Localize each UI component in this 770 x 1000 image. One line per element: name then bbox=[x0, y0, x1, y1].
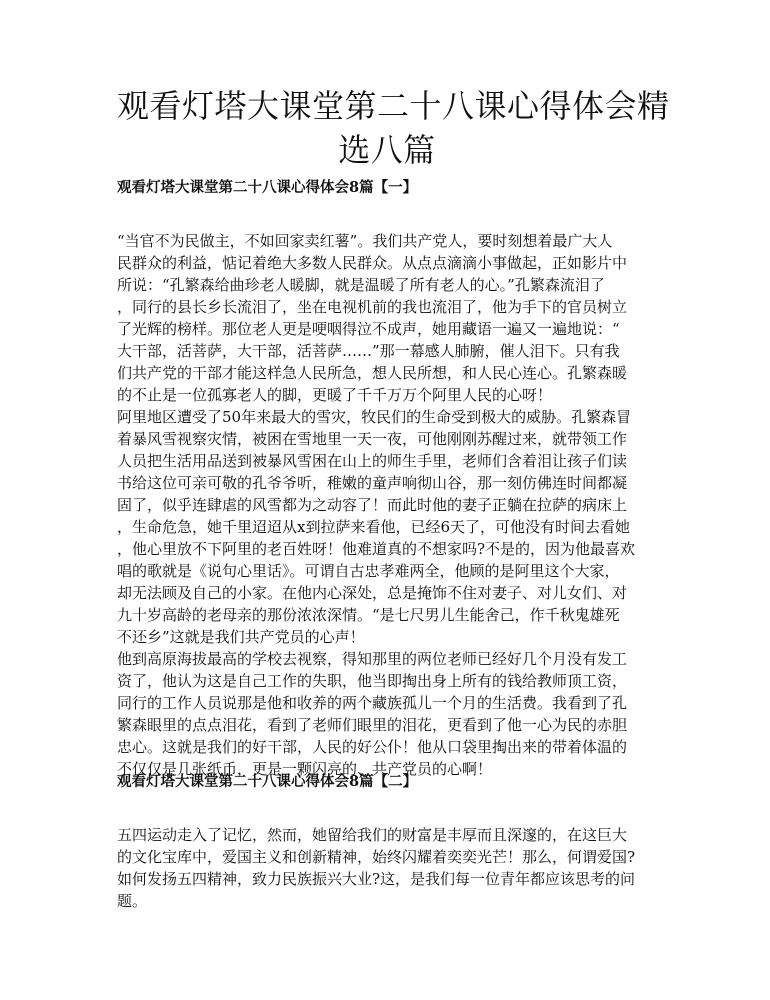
text-line: 资了，他认为这是自己工作的失职，他当即掏出身上所有的钱给教师顶工资， bbox=[117, 672, 628, 690]
text-line: 他到高原海拔最高的学校去视察，得知那里的两位老师已经好几个月没有发工 bbox=[117, 650, 628, 668]
text-line: 如何发扬五四精神，致力民族振兴大业?这，是我们每一位青年都应该思考的问 bbox=[117, 870, 636, 888]
paragraph bbox=[117, 230, 657, 406]
text-line: 五四运动走入了记忆，然而，她留给我们的财富是丰厚而且深邃的，在这巨大 bbox=[117, 826, 628, 844]
paragraph bbox=[117, 648, 657, 780]
text-line: 固了，似乎连肆虐的风雪都为之动容了！而此时他的妻子正躺在拉萨的病床上 bbox=[117, 496, 628, 514]
text-line: 着暴风雪视察灾情，被困在雪地里一天一夜，可他刚刚苏醒过来，就带领工作 bbox=[117, 430, 628, 448]
text-line: 的不止是一位孤寡老人的脚，更暖了千千万万个阿里人民的心呀！ bbox=[117, 386, 553, 404]
text-line: 不还乡”这就是我们共产党员的心声！ bbox=[117, 628, 365, 646]
section-heading-1: 观看灯塔大课堂第二十八课心得体会8篇【一】 bbox=[117, 179, 418, 196]
text-line: 所说：“孔繁森给曲珍老人暖脚，就是温暖了所有老人的心。”孔繁森流泪了 bbox=[117, 276, 605, 294]
text-line: 阿里地区遭受了50年来最大的雪灾，牧民们的生命受到极大的威胁。孔繁森冒 bbox=[117, 408, 632, 426]
text-line: 却无法顾及自己的小家。在他内心深处，总是掩饰不住对妻子、对儿女们、对 bbox=[117, 584, 628, 602]
title-line: 选八篇 bbox=[338, 131, 436, 169]
text-line: 唱的歌就是《说句心里话》。可谓自古忠孝难两全，他顾的是阿里这个大家， bbox=[117, 562, 620, 580]
text-line: ，他心里放不下阿里的老百姓呀！他难道真的不想家吗?不是的，因为他最喜欢 bbox=[117, 540, 636, 558]
paragraph bbox=[117, 824, 657, 912]
text-line: 同行的工作人员说那是他和收养的两个藏族孤儿一个月的生活费。我看到了孔 bbox=[117, 694, 628, 712]
text-line: 九十岁高龄的老母亲的那份浓浓深情。“是七尺男儿生能舍己，作千秋鬼雄死 bbox=[117, 606, 620, 624]
text-line: 的文化宝库中，爱国主义和创新精神，始终闪耀着奕奕光芒！那么，何谓爱国? bbox=[117, 848, 636, 866]
text-line: “当官不为民做主，不如回家卖红薯”。我们共产党人，要时刻想着最广大人 bbox=[117, 232, 613, 250]
text-line: 大干部，活菩萨，大干部，活菩萨……”那一幕感人肺腑，催人泪下。只有我 bbox=[117, 342, 620, 360]
text-line: ，生命危急，她千里迢迢从x到拉萨来看他，已经6天了，可他没有时间去看她 bbox=[117, 518, 631, 536]
text-line: 题。 bbox=[117, 892, 148, 910]
document-title bbox=[117, 84, 670, 172]
title-line: 观看灯塔大课堂第二十八课心得体会精 bbox=[117, 87, 670, 125]
text-line: 人员把生活用品送到被暴风雪困在山上的师生手里，老师们含着泪让孩子们读 bbox=[117, 452, 628, 470]
text-line: 们共产党的干部才能这样急人民所急，想人民所想，和人民心连心。孔繁森暖 bbox=[117, 364, 628, 382]
text-line: 了光辉的榜样。那位老人更是哽咽得泣不成声，她用藏语一遍又一遍地说：“ bbox=[117, 320, 620, 338]
text-line: ，同行的县长乡长流泪了，坐在电视机前的我也流泪了，他为手下的官员树立 bbox=[117, 298, 628, 316]
paragraph bbox=[117, 406, 657, 648]
text-line: 书给这位可亲可敬的孔爷爷听，稚嫩的童声响彻山谷，那一刻仿佛连时间都凝 bbox=[117, 474, 628, 492]
text-line: 不仅仅是几张纸币，更是一颗闪亮的、共产党员的心啊！ bbox=[117, 760, 493, 778]
text-line: 繁森眼里的点点泪花，看到了老师们眼里的泪花，更看到了他一心为民的赤胆 bbox=[117, 716, 628, 734]
text-line: 民群众的利益，惦记着绝大多数人民群众。从点点滴滴小事做起，正如影片中 bbox=[117, 254, 628, 272]
section-heading-2: 观看灯塔大课堂第二十八课心得体会8篇【二】 bbox=[117, 773, 418, 790]
text-line: 忠心。这就是我们的好干部，人民的好公仆！他从口袋里掏出来的带着体温的 bbox=[117, 738, 628, 756]
